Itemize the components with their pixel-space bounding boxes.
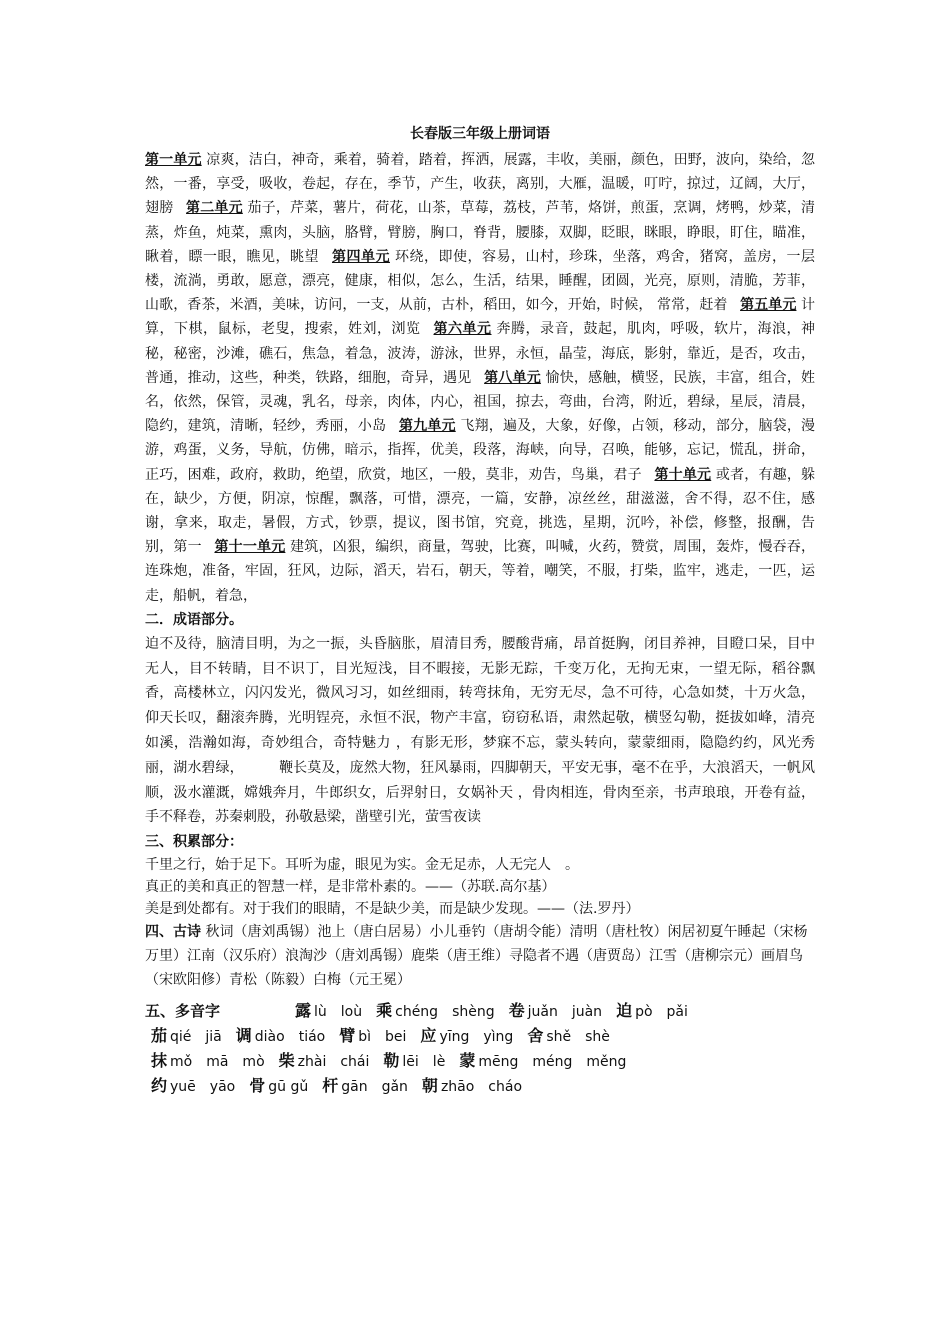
accumulation-line: 美是到处都有。对于我们的眼睛，不是缺少美，而是缺少发现。——（法.罗丹） [145,901,640,918]
unit-2-label: 第二单元 [186,200,243,217]
polyphone-char: 臂 [339,1026,356,1046]
polyphone-pinyin: bì bei [358,1029,407,1046]
polyphone-entry [422,1073,522,1096]
polyphone-char: 乘 [376,1001,393,1021]
unit-6-label: 第六单元 [433,321,492,338]
polyphone-pinyin: lù loù [314,1004,363,1021]
polyphone-char: 朝 [421,1076,438,1096]
unit-1-label: 第一单元 [145,152,202,168]
polyphone-char: 抹 [151,1051,168,1071]
polyphone-pinyin: diào tiáo [254,1029,326,1046]
polyphone-char: 舍 [527,1026,544,1046]
polyphone-row [145,1023,815,1048]
polyphone-char: 应 [420,1026,437,1046]
unit-8-label: 第八单元 [484,369,541,386]
polyphone-char: 勒 [383,1051,400,1071]
unit-9-words: 飞翔，遍及，大象，好像，占领，移动，部分，脑袋，漫游，鸡蛋，义务，导航，仿佛，暗示，指挥，优美，段落，海峡，向导，召唤，能够，忘记，慌乱，拼命，正巧，困难，政府，救助，绝望，欣赏，地区，一般，莫非，劝告，鸟巢，君子 [145,418,816,483]
polyphone-entry [616,998,688,1021]
polyphone-char: 茄 [151,1026,168,1046]
polyphone-pinyin: gū gǔ [268,1079,309,1096]
polyphone-entry [339,1023,406,1046]
polyphone-entry [383,1048,445,1071]
polyphone-char: 骨 [249,1076,266,1096]
polyphone-pinyin: shě shè [546,1029,610,1046]
polyphone-char: 卷 [508,1001,525,1021]
polyphone-entry [249,1073,308,1096]
unit-4-label: 第四单元 [331,248,390,265]
poems-text: 秋词（唐刘禹锡）池上（唐白居易）小儿垂钓（唐胡令能）清明（唐杜牧）闲居初夏午睡起（宋杨万里）江南（汉乐府）浪淘沙（唐刘禹锡）鹿柴（唐王维）寻隐者不遇（唐贾岛）江雪（唐柳宗元）画眉鸟（宋欧阳修）青松（陈毅）白梅（元王冕） [145,924,808,989]
unit-10-label: 第十单元 [654,466,712,483]
idioms-text: 迫不及待，脑清目明，为之一振，头昏脑胀，眉清目秀，腰酸背痛，昂首挺胸，闭目养神，目瞪口呆，目中无人，目不转睛，目不识丁，目光短浅，目不暇接，无影无踪，千变万化，无拘无束，一望无际，稻谷飘香，高楼林立，闪闪发光，微风习习，如丝细雨，转弯抹角，无穷无尽，急不可待，心急如焚，十万火急，仰天长叹，翻滚奔腾，光明锃亮，永恒不泯，物产丰富，窃窃私语，肃然起敬，横竖勾勒，挺拔如峰，清亮如溪，浩瀚如海，奇妙组合，奇特魅力 ，有影无形，梦寐不忘，蒙头转向，蒙蒙细雨，隐隐约约，风光秀丽，湖水碧绿， 鞭长莫及，庞然大物，狂风暴雨，四脚朝天，平安无事，毫不在乎，大浪滔天，一帆风顺，汲水灌溉，嫦娥奔月，牛郎织女，后羿射日，女娲补天 ，骨肉相连，骨肉至亲，书声琅琅，开卷有益，手不释卷，苏秦刺股，孙敬悬梁，凿壁引光，萤雪夜读 [145,635,815,826]
poems-heading: 四、古诗 [145,924,201,941]
polyphone-pinyin: yuē yāo [170,1079,236,1096]
polyphone-entry [322,1073,408,1096]
document-page [145,124,815,1098]
polyphones-heading: 五、多音字 [145,1002,221,1021]
polyphone-entry [151,1023,222,1046]
polyphone-entry [279,1048,370,1071]
unit-6-words: 奔腾，录音，鼓起，肌肉，呼吸，软片，海浪，神秘，秘密，沙滩，礁石，焦急，着急，波涛，游泳，世界，永恒，晶莹，海底，影射，靠近，是否，攻击，普通，推动，这些，种类，铁路，细胞，奇异，遇见 [145,321,816,386]
accumulation-line: 真正的美和真正的智慧一样，是非常朴素的。——（苏联.高尔基） [145,879,556,896]
polyphones-section [145,998,815,1098]
polyphone-char: 蒙 [459,1051,476,1071]
unit-9-label: 第九单元 [398,418,456,435]
polyphone-char: 迫 [616,1001,633,1021]
polyphone-entry [527,1023,610,1046]
idioms-heading: 二．成语部分。 [145,611,243,628]
polyphone-entry [459,1048,626,1071]
polyphone-pinyin: gān gǎn [341,1079,408,1096]
polyphone-pinyin: juǎn juàn [527,1004,603,1021]
unit-5-label: 第五单元 [740,297,797,314]
polyphone-entry [509,998,602,1021]
polyphone-pinyin: qié jiā [170,1029,222,1046]
polyphone-char: 调 [235,1026,252,1046]
unit-8-words: 愉快，感触，横竖，民族，丰富，组合，姓名，依然，保管，灵魂，乳名，母亲，肉体，内心，祖国，掠去，弯曲，台湾，附近，碧绿，星辰，清晨，隐约，建筑，清晰，轻纱，秀丽，小岛 [145,369,816,435]
polyphone-pinyin: zhāo cháo [440,1079,523,1096]
polyphone-entry [376,998,495,1021]
polyphone-pinyin: mǒ mā mò [170,1054,265,1071]
accumulation-heading: 三、积累部分： [145,834,243,851]
vocabulary-section [145,148,815,608]
polyphone-entry [236,1023,325,1046]
polyphone-char: 露 [295,1001,312,1021]
unit-11-label: 第十一单元 [214,539,286,556]
poems-section [145,920,815,992]
polyphone-entry [420,1023,513,1046]
unit-4-words: 环绕，即使，容易，山村，珍珠，坐落，鸡舍，猪窝，盖房，一层楼，流淌，勇敢，愿意，漂亮，健康，相似，怎么，生活，结果，睡醒，团圆，光亮，原则，清脆，芳菲，山歌，香茶，米酒，美味，访问，一支，从前，古朴，稻田，如今，开始，时候， 常常，赶着 [145,248,816,314]
polyphone-entry [295,998,362,1021]
polyphone-pinyin: chéng shèng [395,1004,495,1021]
polyphone-entry [151,1048,265,1071]
polyphone-pinyin: yīng yìng [439,1029,514,1046]
unit-2-words: 茄子，芹菜，薯片，荷花，山茶，草莓，荔枝，芦苇，烙饼，煎蛋，烹调，烤鸭，炒菜，清蒸，炸鱼，炖菜，熏肉，头脑，胳臂，臂膀，胸口，脊背，腰膝，双脚，眨眼，眯眼，睁眼，盯住，瞄准，瞅着，瞟一眼，瞧见，眺望 [145,200,816,265]
polyphone-char: 柴 [278,1051,295,1071]
unit-1-words: 凉爽，洁白，神奇，乘着，骑着，踏着，挥洒，展露，丰收，美丽，颜色，田野，波向，染给，忽然，一番，享受，吸收，卷起，存在，季节，产生，收获，离别，大雁，温暖，叮咛，掠过，辽阔，大厅，翅膀 [145,152,816,217]
polyphone-entry [151,1073,235,1096]
unit-11-words: 建筑，凶狠，编织，商量，驾驶，比赛，叫喊，火药，赞赏，周围，轰炸，慢吞吞，连珠炮，准备，牢固，狂风，边际，滔天，岩石，朝天，等着，嘲笑，不服，打柴，监牢，逃走，一匹，运走，船帆，着急， [145,539,816,604]
polyphone-pinyin: pò pǎi [635,1004,688,1021]
polyphone-pinyin: mēng méng měng [478,1054,627,1071]
polyphone-row [145,1073,815,1098]
polyphone-row [145,1048,815,1073]
accumulation-line: 千里之行，始于足下。耳听为虚，眼见为实。金无足赤，人无完人 。 [145,857,579,874]
polyphone-row [145,998,815,1023]
polyphone-pinyin: zhài chái [297,1054,370,1071]
page-title: 长春版三年级上册词语 [410,126,550,142]
unit-5-words: 计算，下棋，鼠标，老叟，搜索，姓刘，浏览 [145,297,815,338]
unit-10-words: 或者，有趣，躲在，缺少，方便，阴凉，惊醒，飘落，可惜，漂亮，一篇，安静，凉丝丝，甜滋滋，舍不得，忍不住，感谢，拿来，取走，暑假，方式，钞票，提议，图书馆，究竟，挑选，星期，沉吟，补偿，修整，报酬，告别，第一 [145,466,816,556]
polyphone-char: 约 [151,1076,168,1096]
polyphone-char: 杆 [322,1076,339,1096]
polyphone-pinyin: lēi lè [402,1054,446,1071]
